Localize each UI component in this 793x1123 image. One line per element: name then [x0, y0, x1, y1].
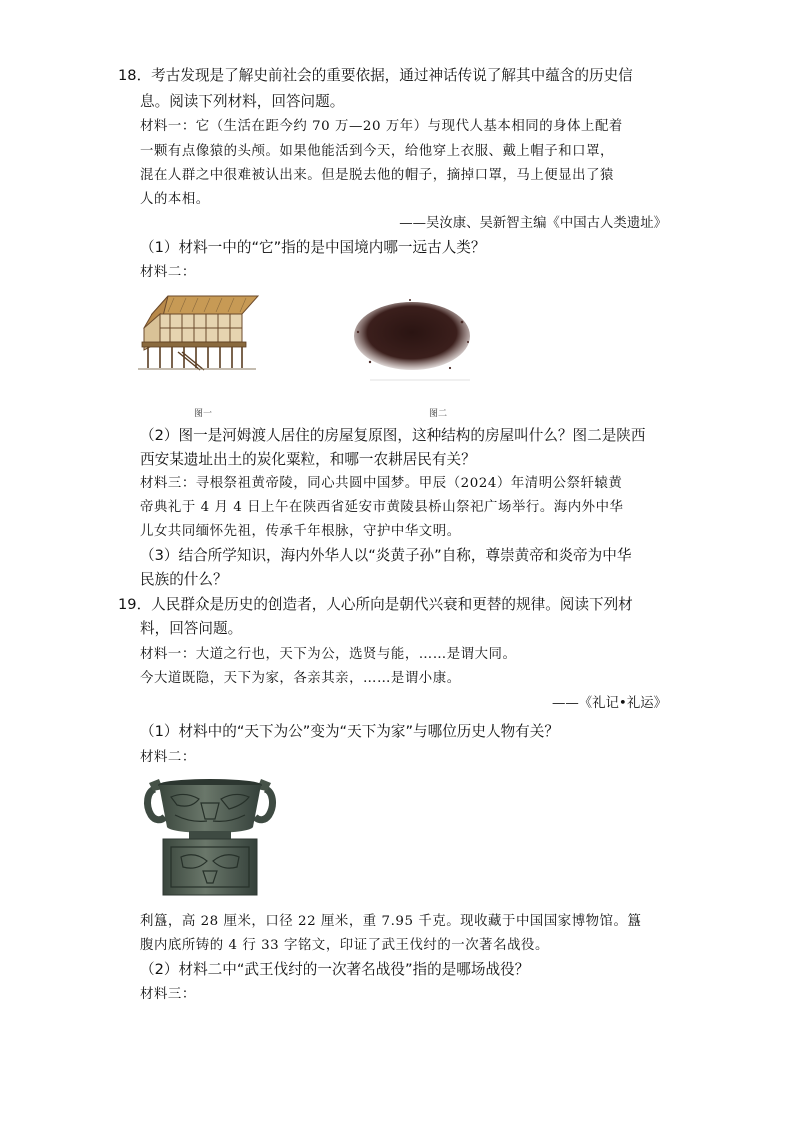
q19-material1-line1: 材料一：大道之行也，天下为公，选贤与能，……是谓大同。: [140, 647, 517, 662]
q18-material2-label: 材料二：: [140, 265, 196, 280]
q18-material1-line1: 材料一：它（生活在距今约 70 万—20 万年）与现代人基本相同的身体上配着: [140, 119, 623, 134]
q19-material2-desc-line1: 利簋，高 28 厘米，口径 22 厘米，重 7.95 千克。现收藏于中国国家博物馆。簋: [140, 914, 642, 929]
carbonized-millet-image: [350, 292, 475, 384]
q18-material1-line3: 混在人群之中很难被认出来。但是脱去他的帽子，摘掉口罩，马上便显出了猿: [140, 168, 614, 183]
q19-material3-label: 材料三：: [140, 987, 196, 1002]
q18-material3-line3: 儿女共同缅怀先祖，传承千年根脉，守护中华文明。: [140, 524, 461, 539]
figure1-caption: 图一: [194, 409, 213, 419]
q19-stem-line1: 19．人民群众是历史的创造者，人心所向是朝代兴衰和更替的规律。阅读下列材: [118, 596, 633, 613]
q18-material1-source: ——吴汝康、吴新智主编《中国古人类遗址》: [399, 216, 667, 231]
q18-question2-line2: 西安某遗址出土的炭化粟粒，和哪一农耕居民有关？: [140, 451, 476, 468]
q18-stem-line1: 18．考古发现是了解史前社会的重要依据，通过神话传说了解其中蕴含的历史信: [118, 67, 633, 84]
q18-material1-line2: 一颗有点像猿的头颅。如果他能活到今天，给他穿上衣服、戴上帽子和口罩，: [140, 144, 614, 159]
q19-material2-desc-line2: 腹内底所铸的 4 行 33 字铭文，印证了武王伐纣的一次著名战役。: [140, 938, 549, 953]
q18-material1-line4: 人的本相。: [140, 192, 210, 207]
q18-material3-line1: 材料三：寻根祭祖黄帝陵，同心共圆中国梦。甲辰（2024）年清明公祭轩辕黄: [140, 476, 623, 491]
q18-material3-line2: 帝典礼于 4 月 4 日上午在陕西省延安市黄陵县桥山祭祀广场举行。海内外中华: [140, 500, 624, 515]
q19-question1: （1）材料中的“天下为公”变为“天下为家”与哪位历史人物有关？: [140, 723, 559, 740]
q19-material1-source: ——《礼记•礼运》: [551, 696, 667, 711]
q19-stem-line2: 料，回答问题。: [140, 620, 243, 637]
q19-material1-line2: 今大道既隐，天下为家，各亲其亲，……是谓小康。: [140, 671, 461, 686]
q18-question2-line1: （2）图一是河姆渡人居住的房屋复原图，这种结构的房屋叫什么？图二是陕西: [140, 427, 646, 444]
q19-material2-label: 材料二：: [140, 750, 196, 765]
q18-question3-line1: （3）结合所学知识，海内外华人以“炎黄子孙”自称，尊崇黄帝和炎帝为中华: [140, 547, 632, 564]
figure2-caption: 图二: [429, 409, 448, 419]
li-gui-bronze-image: [141, 775, 279, 899]
q19-question2: （2）材料二中“武王伐纣的一次著名战役”指的是哪场战役？: [140, 961, 530, 978]
q18-stem-line2: 息。阅读下列材料，回答问题。: [140, 93, 345, 110]
q18-question1: （1）材料一中的“它”指的是中国境内哪一远古人类？: [140, 239, 486, 256]
stilt-house-image: [138, 292, 260, 374]
q18-question3-line2: 民族的什么？: [140, 571, 228, 588]
